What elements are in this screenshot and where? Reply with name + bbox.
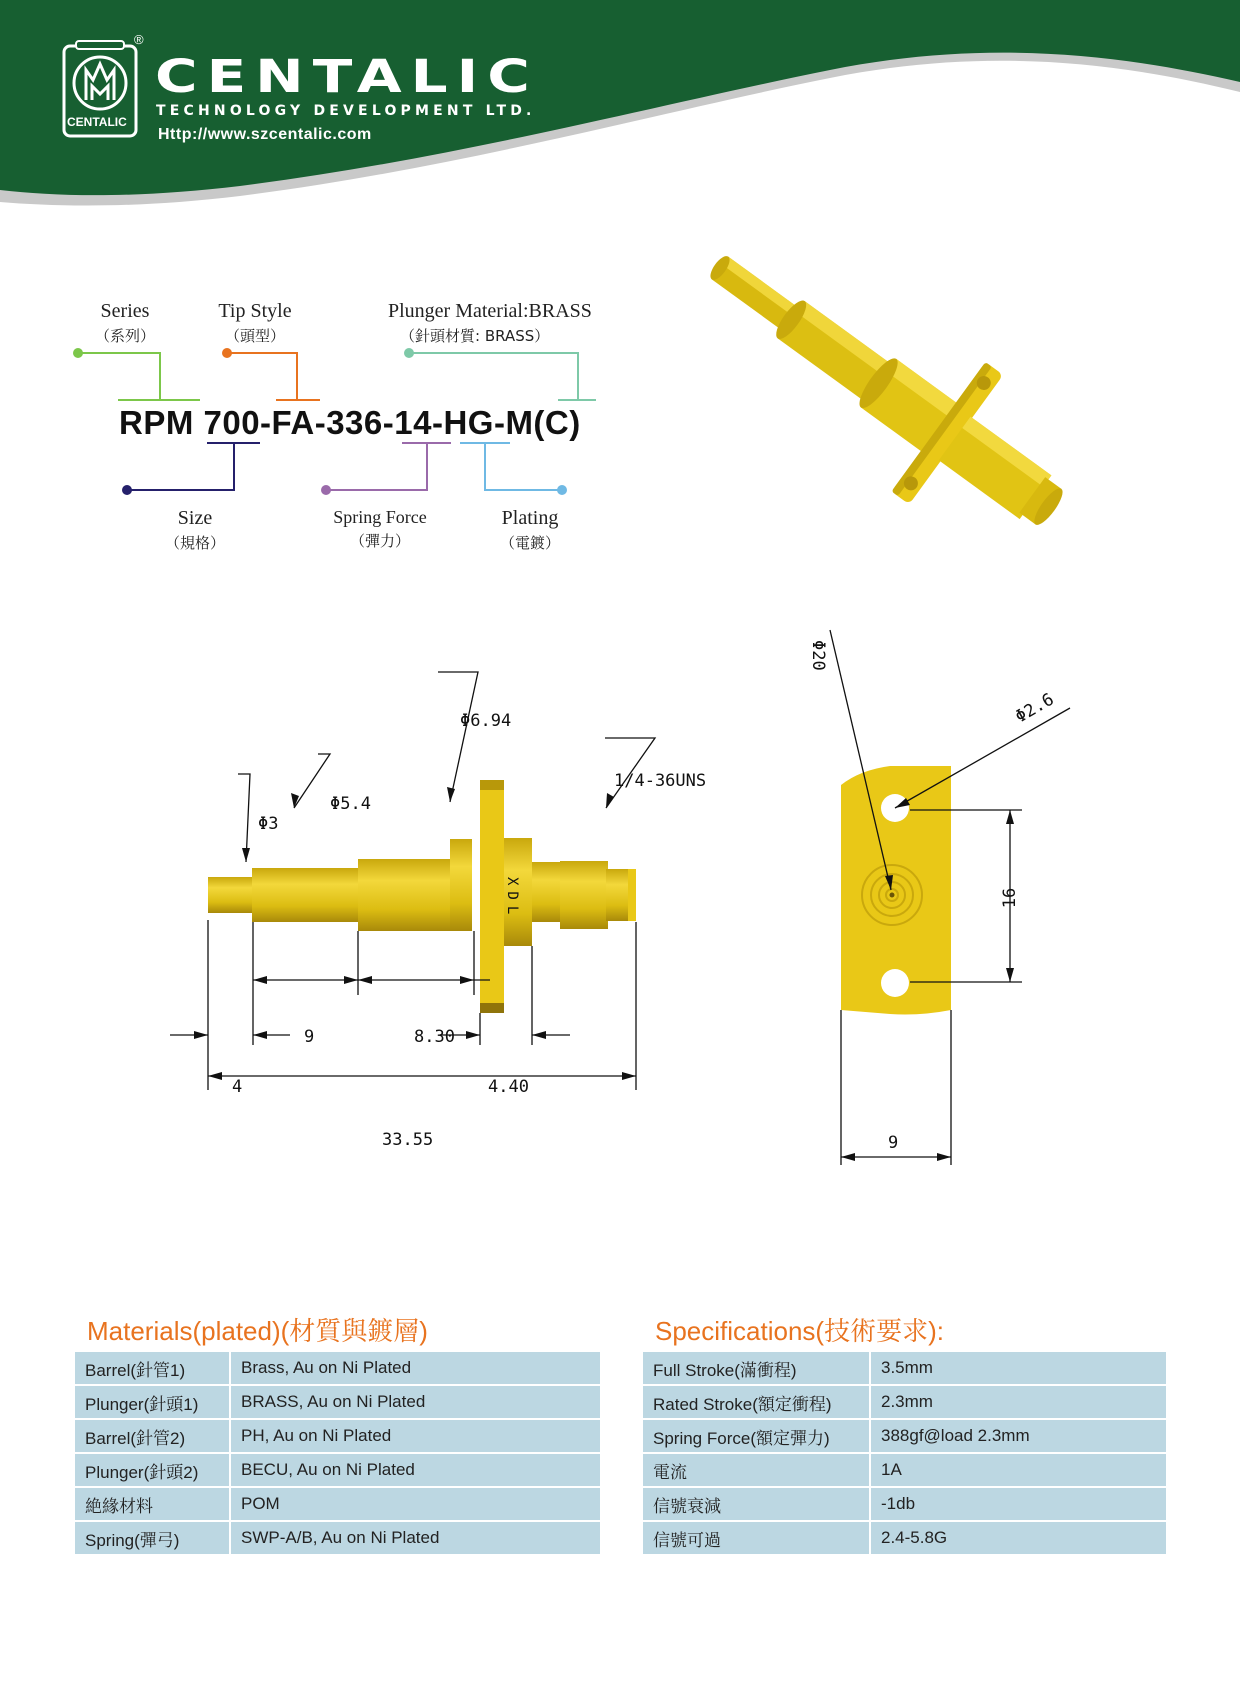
dim-diameter-6-94: Φ6.94 <box>460 711 512 731</box>
spec-name: 信號可過 <box>642 1521 870 1555</box>
specifications-table <box>641 1350 1168 1556</box>
dim-length-33-55: 33.55 <box>382 1130 434 1150</box>
table-row <box>642 1351 1167 1385</box>
brand-subtitle: TECHNOLOGY DEVELOPMENT LTD. <box>156 103 536 119</box>
table-row <box>74 1521 601 1555</box>
table-row <box>642 1453 1167 1487</box>
spec-value: 388gf@load 2.3mm <box>870 1419 1167 1453</box>
dim-length-9: 9 <box>304 1027 315 1047</box>
label-size-zh: （規格） <box>164 534 225 552</box>
dim-thread-spec: 1/4-36UNS <box>614 771 707 791</box>
flange-marking: XDL <box>504 877 520 921</box>
table-row <box>74 1487 601 1521</box>
label-tip-style: Tip Style <box>218 300 292 322</box>
spec-value: 3.5mm <box>870 1351 1167 1385</box>
material-value: PH, Au on Ni Plated <box>230 1419 601 1453</box>
product-3d-render <box>680 240 1140 620</box>
material-value: BRASS, Au on Ni Plated <box>230 1385 601 1419</box>
label-series-zh: （系列） <box>94 327 155 345</box>
spec-value: 1A <box>870 1453 1167 1487</box>
material-name: 絶緣材料 <box>74 1487 230 1521</box>
dim-hole-diameter-2-6: Φ2.6 <box>1012 689 1058 728</box>
table-row <box>642 1521 1167 1555</box>
label-size: Size <box>177 507 213 529</box>
materials-title: Materials(plated)(材質與鍍層) <box>87 1316 428 1346</box>
dim-width-9: 9 <box>888 1133 899 1153</box>
label-series: Series <box>100 300 150 322</box>
website-url[interactable]: Http://www.szcentalic.com <box>158 126 372 143</box>
table-row <box>74 1453 601 1487</box>
label-plating: Plating <box>501 507 559 529</box>
material-name: Plunger(針頭1) <box>74 1385 230 1419</box>
label-plating-zh: （電鍍） <box>499 534 560 552</box>
brand-name: CENTALIC <box>155 50 539 104</box>
table-row <box>642 1385 1167 1419</box>
logo-label: CENTALIC <box>67 115 127 129</box>
spec-value: -1db <box>870 1487 1167 1521</box>
dim-hole-spacing-16: 16 <box>1000 887 1021 909</box>
spec-value: 2.4-5.8G <box>870 1521 1167 1555</box>
spec-name: Spring Force(額定彈力) <box>642 1419 870 1453</box>
label-plunger-material: Plunger Material:BRASS <box>388 300 592 322</box>
spec-name: 信號衰減 <box>642 1487 870 1521</box>
table-row <box>74 1419 601 1453</box>
materials-table <box>73 1350 602 1556</box>
material-value: SWP-A/B, Au on Ni Plated <box>230 1521 601 1555</box>
label-spring-force: Spring Force <box>333 507 427 527</box>
dim-length-4-40: 4.40 <box>488 1077 529 1097</box>
dim-diameter-5-4: Φ5.4 <box>330 794 371 814</box>
material-value: POM <box>230 1487 601 1521</box>
registered-mark: ® <box>134 32 144 47</box>
label-tip-style-zh: （頭型） <box>224 327 285 345</box>
dim-length-8-30: 8.30 <box>414 1027 455 1047</box>
table-row <box>74 1385 601 1419</box>
material-name: Barrel(針管1) <box>74 1351 230 1385</box>
table-row <box>74 1351 601 1385</box>
dim-length-4: 4 <box>232 1077 243 1097</box>
specifications-title: Specifications(技術要求): <box>655 1316 944 1346</box>
material-name: Plunger(針頭2) <box>74 1453 230 1487</box>
material-name: Barrel(針管2) <box>74 1419 230 1453</box>
label-spring-force-zh: （彈力） <box>349 532 410 550</box>
spec-name: Rated Stroke(額定衝程) <box>642 1385 870 1419</box>
label-plunger-material-zh: （針頭材質: BRASS） <box>400 327 550 345</box>
spec-value: 2.3mm <box>870 1385 1167 1419</box>
table-row <box>642 1487 1167 1521</box>
part-number-code: RPM 700-FA-336-14-HG-M(C) <box>119 404 581 441</box>
material-name: Spring(彈弓) <box>74 1521 230 1555</box>
dim-diameter-3: Φ3 <box>258 814 279 834</box>
material-value: Brass, Au on Ni Plated <box>230 1351 601 1385</box>
dim-diameter-20: Φ20 <box>808 640 828 671</box>
material-value: BECU, Au on Ni Plated <box>230 1453 601 1487</box>
spec-name: Full Stroke(滿衝程) <box>642 1351 870 1385</box>
table-row <box>642 1419 1167 1453</box>
spec-name: 電流 <box>642 1453 870 1487</box>
